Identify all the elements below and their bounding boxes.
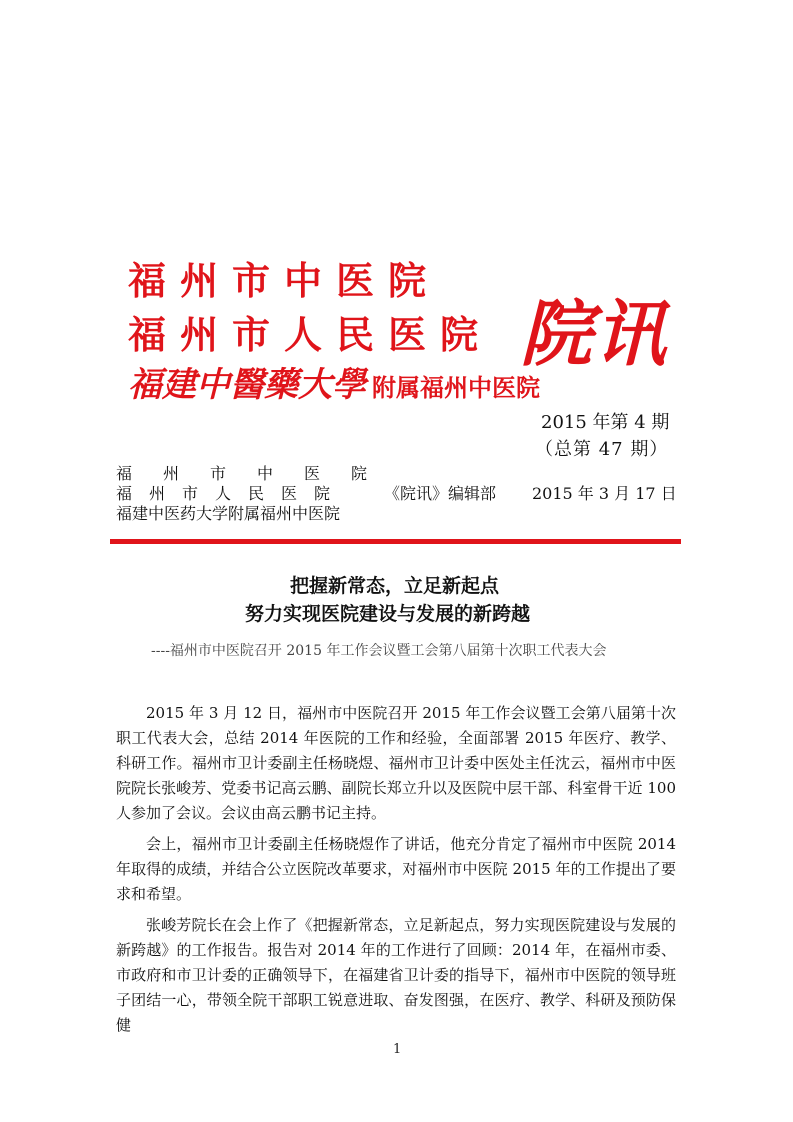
- masthead-university-logotype: 福建中醫藥大學: [128, 365, 366, 405]
- publisher-line-2: 福州市人民医院: [116, 484, 348, 503]
- article-paragraph: 2015 年 3 月 12 日，福州市中医院召开 2015 年工作会议暨工会第八届第十次职工代表大会，总结 2014 年医院的工作和经验，全面部署 2015 年医疗、教学、科研工作。福州市卫计委副主任杨晓煜、福州市卫计委中医处主任沈云，福州市中医院院长张峻芳、党委书记高云鹏、副院长郑立升以及医院中层干部、科室骨干近 100 人参加了会议。会议由高云鹏书记主持。: [116, 704, 676, 822]
- masthead-hospital-name-2: 福州市人民医院: [128, 312, 493, 357]
- issue-total-number: （总第 47 期）: [535, 439, 669, 460]
- masthead-hospital-name-1: 福州市中医院: [128, 258, 441, 303]
- newsletter-brand-title: 院讯: [520, 291, 669, 376]
- page-number: 1: [393, 1042, 402, 1057]
- masthead-university-line: [128, 365, 540, 405]
- publisher-line-3: 福建中医药大学附属福州中医院: [116, 504, 341, 523]
- editorial-department: 《院讯》编辑部: [384, 484, 497, 503]
- header-divider-rule: [110, 539, 681, 544]
- publisher-line-1: 福州市中医院: [116, 464, 399, 483]
- article-body: [116, 701, 676, 1044]
- masthead-affiliated-name: 附属福州中医院: [372, 373, 540, 402]
- issue-number: 2015 年第 4 期: [541, 412, 670, 433]
- article-headline-line-2: 努力实现医院建设与发展的新跨越: [245, 603, 531, 625]
- publication-date: 2015 年 3 月 17 日: [532, 484, 677, 503]
- article-subheadline: ----福州市中医院召开 2015 年工作会议暨工会第八届第十次职工代表大会: [151, 643, 607, 659]
- article-paragraph: 张峻芳院长在会上作了《把握新常态，立足新起点，努力实现医院建设与发展的新跨越》的工作报告。报告对 2014 年的工作进行了回顾：2014 年，在福州市委、市政府和市卫计委的正确领导下，在福建省卫计委的指导下，福州市中医院的领导班子团结一心，带领全院干部职工锐意进取、奋发图强，在医疗、教学、科研及预防保健: [116, 916, 676, 1034]
- article-headline-line-1: 把握新常态，立足新起点: [290, 575, 500, 597]
- article-paragraph: 会上，福州市卫计委副主任杨晓煜作了讲话，他充分肯定了福州市中医院 2014 年取得的成绩，并结合公立医院改革要求，对福州市中医院 2015 年的工作提出了要求和希望。: [116, 835, 676, 903]
